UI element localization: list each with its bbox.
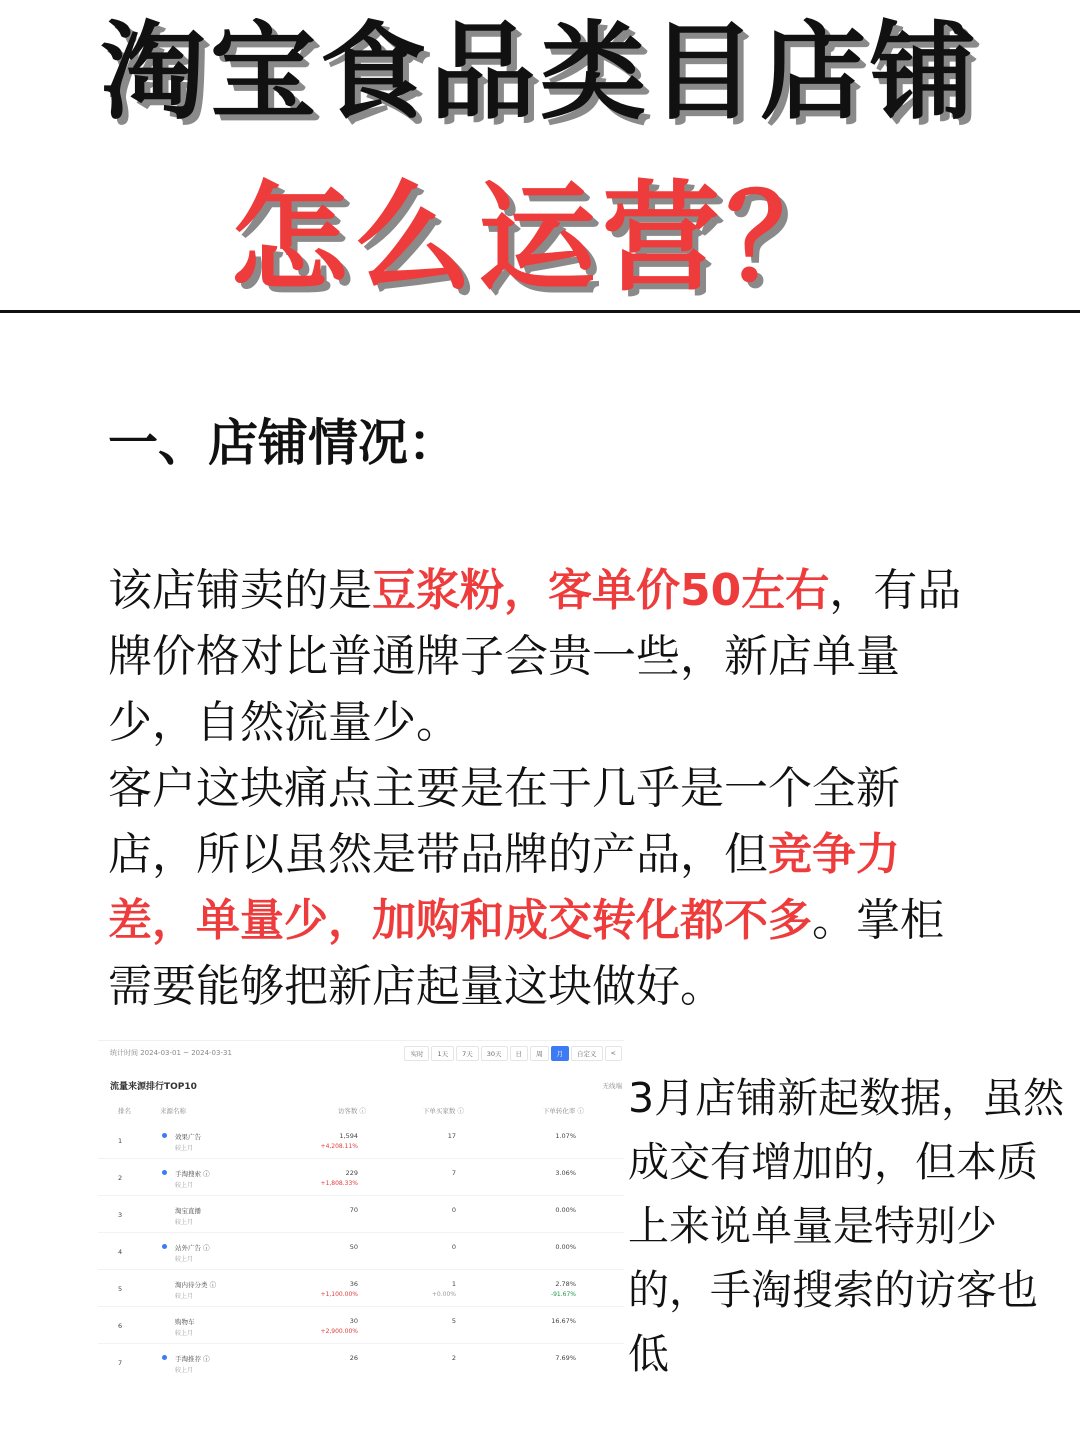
col-rank: 排名 [118, 1107, 131, 1115]
tab-30day[interactable]: 30天 [481, 1046, 508, 1061]
section-heading: 一、店铺情况： [108, 414, 458, 472]
row-rank: 4 [118, 1248, 123, 1256]
row-buyers-change: +0.00% [431, 1291, 456, 1298]
col-buyers[interactable]: 下单买家数 ⓘ [422, 1107, 464, 1115]
store-description [108, 558, 968, 1020]
para-text-3: 客户这块痛点主要是在于几乎是一个全新店，所以虽然是带品牌的产品，但 [108, 763, 900, 880]
row-source-name: 手淘搜索 ⓘ [175, 1170, 210, 1178]
period-tabs [404, 1046, 622, 1061]
table-header [98, 1103, 624, 1119]
row-rate: 1.07% [555, 1132, 576, 1140]
prev-arrow-icon[interactable]: < [605, 1046, 622, 1061]
row-visitors-change: +2,900.00% [320, 1328, 358, 1335]
row-source-name: 淘内待分类 ⓘ [175, 1281, 217, 1289]
tab-day[interactable]: 日 [510, 1046, 529, 1061]
dashboard-caption: 3月店铺新起数据，虽然成交有增加的，但本质上来说单量是特别少的，手淘搜索的访客也低 [628, 1074, 1065, 1378]
para-highlight-1: 豆浆粉，客单价50左右 [372, 565, 830, 616]
row-buyers: 0 [451, 1243, 456, 1251]
row-buyers: 0 [451, 1206, 456, 1214]
source-dot-icon [162, 1133, 167, 1138]
row-buyers: 2 [451, 1354, 456, 1362]
row-visitors: 229 [345, 1169, 358, 1177]
device-link[interactable]: 无线端 [602, 1082, 622, 1090]
row-buyers: 7 [451, 1169, 456, 1177]
row-compare-label: 较上月 [175, 1293, 194, 1300]
tab-custom[interactable]: 自定义 [571, 1046, 603, 1061]
row-rank: 3 [118, 1211, 123, 1219]
row-visitors: 36 [349, 1280, 358, 1288]
row-compare-label: 较上月 [175, 1330, 194, 1337]
row-rank: 2 [118, 1174, 123, 1182]
row-rate: 0.00% [555, 1206, 576, 1214]
row-buyers: 17 [447, 1132, 456, 1140]
row-rank: 7 [118, 1359, 123, 1367]
row-visitors: 70 [349, 1206, 358, 1214]
row-compare-label: 较上月 [175, 1182, 194, 1189]
stat-period: 统计时间 2024-03-01 ~ 2024-03-31 [110, 1049, 232, 1057]
table-row[interactable] [98, 1306, 624, 1344]
para-text-2: ，有品牌价格对比普通牌子会贵一些，新店单量少，自然流量少。 [108, 565, 962, 748]
row-source-name: 手淘推荐 ⓘ [175, 1355, 210, 1363]
main-title: 淘宝食品类目店铺 [100, 11, 980, 134]
ranking-title: 流量来源排行TOP10 [110, 1082, 197, 1092]
row-source-name: 淘宝直播 [175, 1207, 201, 1215]
row-visitors: 50 [349, 1243, 358, 1251]
tab-7day[interactable]: 7天 [456, 1046, 479, 1061]
row-compare-label: 较上月 [175, 1256, 194, 1263]
row-source-name: 效果广告 [175, 1133, 201, 1141]
row-visitors: 26 [349, 1354, 358, 1362]
source-dot-icon [162, 1355, 167, 1360]
row-visitors-change: +4,208.11% [320, 1143, 358, 1150]
tab-week[interactable]: 周 [530, 1046, 549, 1061]
row-compare-label: 较上月 [175, 1367, 194, 1374]
col-visitors[interactable]: 访客数 ⓘ [337, 1107, 366, 1115]
tab-month[interactable]: 月 [551, 1046, 570, 1061]
table-row[interactable] [98, 1269, 624, 1307]
row-buyers: 1 [451, 1280, 456, 1288]
row-rate: 0.00% [555, 1243, 576, 1251]
table-row[interactable] [98, 1343, 624, 1379]
para-highlight-2: 竞争力差，单量少，加购和成交转化都不多 [108, 829, 900, 946]
col-rate[interactable]: 下单转化率 ⓘ [542, 1107, 584, 1115]
tab-1day[interactable]: 1天 [431, 1046, 454, 1061]
dashboard-topbar [98, 1041, 624, 1065]
para-text-1: 该店铺卖的是 [108, 565, 372, 616]
row-buyers: 5 [451, 1317, 456, 1325]
row-rate: 2.78% [555, 1280, 576, 1288]
traffic-dashboard-screenshot [98, 1040, 624, 1379]
row-source-name: 站外广告 ⓘ [175, 1244, 210, 1252]
tab-realtime[interactable]: 实时 [404, 1046, 429, 1061]
row-rate: 16.67% [551, 1317, 576, 1325]
row-rate: 3.06% [555, 1169, 576, 1177]
row-visitors: 1,594 [339, 1132, 358, 1140]
row-visitors-change: +1,100.00% [320, 1291, 358, 1298]
source-dot-icon [162, 1244, 167, 1249]
row-source-name: 购物车 [175, 1318, 195, 1326]
row-rate: 7.69% [555, 1354, 576, 1362]
row-compare-label: 较上月 [175, 1145, 194, 1152]
table-row[interactable] [98, 1121, 624, 1159]
para-text-4: 。掌柜需要能够把新店起量这块做好。 [108, 895, 944, 1012]
row-rank: 1 [118, 1137, 123, 1145]
source-dot-icon [162, 1170, 167, 1175]
col-source: 来源名称 [160, 1107, 186, 1115]
row-visitors-change: +1,808.33% [320, 1180, 358, 1187]
table-row[interactable] [98, 1232, 624, 1270]
row-rank: 5 [118, 1285, 123, 1293]
row-visitors: 30 [349, 1317, 358, 1325]
row-compare-label: 较上月 [175, 1219, 194, 1226]
table-row[interactable] [98, 1158, 624, 1196]
row-rate-change: -91.67% [550, 1291, 576, 1298]
row-rank: 6 [118, 1322, 123, 1330]
table-row[interactable] [98, 1195, 624, 1233]
title-divider [0, 310, 1080, 313]
sub-title: 怎么运营？ [229, 169, 850, 307]
